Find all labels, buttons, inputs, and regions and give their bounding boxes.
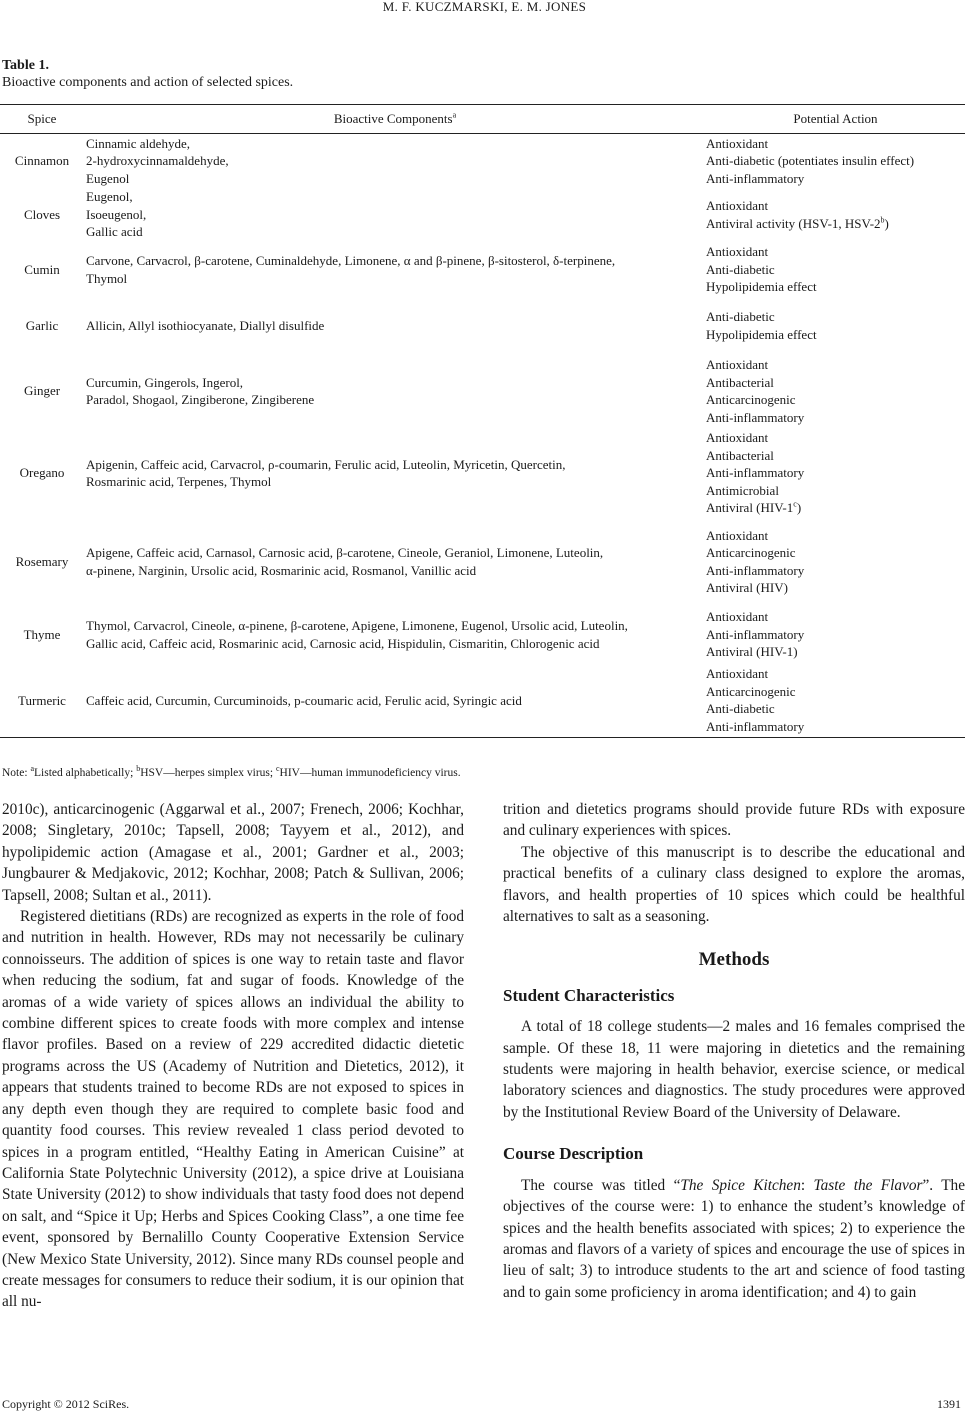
action-line [706,170,965,188]
note-c-text: HIV—human immunodeficiency virus. [279,767,461,779]
action-line [706,579,965,597]
left-paragraph-2: Registered dietitians (RDs) are recognized as experts in the role of food and nutrition in health. However, RDs may not necessarily be culinary connoisseurs. The addition of spices is one way to retain taste and flavor when reducing the sodium, fat and sugar of foods. Knowledge of the aromas of a wide variety of spices allows an individual the ability to combine different spices to create foods with more complex and intense flavor profiles. Based on a review of 229 accredited didactic dietetic programs across the US (Academy of Nutrition and Dietetics, 2012), it appears that students trained to become RDs are not exposed to spices in any depth even though they are required to complete basic food and quantity food courses. This review revealed 1 class period devoted to spices in a program entitled, “Healthy Eating in American Cuisine” at California State Polytechnic University (2012), a spice drive at Louisiana State University (2012) to show individuals that tasty food does not depend on salt, and “Spice it Up; Herbs and Spices Cooking Class”, a one time fee event, sponsored by Bernalillo County Cooperative Extension Service (New Mexico State University, 2012). Since many RDs counsel people and create messages for consumers to reduce their sodium, it is our opinion that all nu- [2,908,464,1311]
right-paragraph-2: The objective of this manuscript is to describe the educational and practical benefits of a culinary class designed to explore the aromas, flavors, and health properties of 10 spices which could be healthful alternatives to salt as a seasoning. [503,843,965,926]
table-row [0,518,965,606]
action-text: Anti-diabetic [706,701,775,717]
component-line: 2-hydroxycinnamaldehyde, [86,153,229,168]
action-text: Antiviral (HIV-1 [706,500,794,516]
action-text: Antibacterial [706,447,774,463]
table-note [2,766,461,780]
bioactive-components [84,429,706,518]
potential-action [706,606,965,664]
action-text: Antioxidant [706,198,769,213]
spice-table [0,104,965,738]
table-row [0,354,965,429]
component-line: Thymol [86,270,128,286]
table-header-row [0,105,965,134]
potential-action [706,429,965,518]
component-line: Gallic acid, Caffeic acid, Rosmarinic acid, Carnosic acid, Hispidulin, Cismaritin, Chlorogenic acid [86,635,600,651]
table-row [0,242,965,298]
action-text: Anticarcinogenic [706,683,796,699]
component-line: Gallic acid [86,224,143,240]
component-line: Thymol, Carvacrol, Cineole, α-pinene, β-carotene, Apigene, Limonene, Eugenol, Ursolic acid, Luteolin, [86,618,628,633]
action-text: Anti-diabetic [706,261,775,277]
action-line [706,409,965,427]
note-c-sup: c [275,764,280,774]
bioactive-components [84,188,706,242]
action-line [706,391,965,409]
component-line: Isoeugenol, [86,206,147,222]
action-line [706,482,965,500]
action-text: Antioxidant [706,135,769,151]
action-line [706,261,965,279]
right-paragraph-3: A total of 18 college students—2 males and 16 females comprised the sample. Of these 18, 11 were majoring in dietetics and the remaining students were majoring in health behavior, exercise science, or medical laboratory sciences and diagnostics. The study procedures were approved by the Institutional Review Board of the University of Delaware. [503,1018,965,1121]
action-text: Antibacterial [706,374,774,390]
potential-action [706,518,965,606]
course-description-heading: Course Description [503,1144,644,1164]
action-line [706,374,965,392]
course-title-part-1: The Spice Kitchen [680,1176,801,1194]
potential-action [706,188,965,242]
table-row [0,606,965,664]
action-line [706,356,965,374]
spice-name: Thyme [23,626,61,642]
action-line [706,643,965,661]
action-line [706,135,965,153]
action-text: Antiviral activity (HSV-1, HSV-2 [706,215,881,231]
left-column [2,799,464,1313]
table-label: Table 1. [2,58,49,73]
action-text: Antioxidant [706,609,769,625]
action-line [706,429,965,447]
table-row [0,298,965,354]
header-components [84,105,706,134]
note-a-sup: a [30,764,34,774]
table-row [0,664,965,738]
action-line [706,700,965,718]
action-text: Antiviral (HIV) [706,580,788,595]
bioactive-components [84,518,706,606]
action-line [706,326,965,344]
action-text: Anticarcinogenic [706,545,796,560]
right-paragraph-4 [503,1175,965,1303]
table-row [0,429,965,518]
right-column [503,799,965,1303]
action-text: Antimicrobial [706,482,779,498]
action-footnote-sup: b [880,215,885,225]
bioactive-components [84,606,706,664]
action-text: Antioxidant [706,527,769,543]
component-line: Paradol, Shogaol, Zingiberone, Zingiberene [86,392,315,407]
note-a-text: Listed alphabetically; [34,767,137,779]
left-paragraph-1: 2010c), anticarcinogenic (Aggarwal et al., 2007; Frenech, 2006; Kochhar, 2008; Singletary, 2010c; Tapsell, 2008; Tayyem et al., 2012), and hypolipidemic action (Amagase et al., 2001; Gardner et al., 2003; Jungbaurer & Medjakovic, 2012; Kochhar, 2008; Patch & Sullivan, 2006; Tapsell, 2008; Sultan et al., 2011). [2,801,464,904]
action-line [706,544,965,562]
component-line: Carvone, Carvacrol, β-carotene, Cuminaldehyde, Limonene, α and β-pinene, β-sitosterol, δ-terpinene, [86,253,616,268]
component-line: Eugenol [86,170,130,186]
action-text: Anticarcinogenic [706,392,796,407]
component-line: Curcumin, Gingerols, Ingerol, [86,374,244,390]
course-title-part-2: Taste the Flavor [813,1176,923,1194]
bioactive-components [84,664,706,738]
action-line [706,718,965,736]
footer-page-number: 1391 [937,1397,961,1411]
course-title-colon: : [800,1176,814,1194]
action-line [706,562,965,580]
action-text: Antioxidant [706,430,769,446]
action-text: Antioxidant [706,357,769,372]
table-title: Bioactive components and action of selected spices. [2,75,294,90]
header-components-sup: a [452,110,457,120]
action-tail: ) [796,500,802,516]
spice-name: Rosemary [15,553,69,569]
table-row [0,188,965,242]
action-line [706,665,965,683]
potential-action [706,354,965,429]
component-line: Allicin, Allyl isothiocyanate, Diallyl disulfide [86,317,325,333]
action-line [706,527,965,545]
action-line [706,464,965,482]
action-text: Anti-inflammatory [706,409,805,425]
component-line: Cinnamic aldehyde, [86,135,190,151]
action-text: Anti-inflammatory [706,626,805,642]
table-caption [2,57,293,91]
bioactive-components [84,242,706,298]
action-line [706,308,965,326]
action-line [706,197,965,215]
action-text: Anti-diabetic [706,309,775,324]
component-line: Rosmarinic acid, Terpenes, Thymol [86,474,272,489]
component-line: Apigenin, Caffeic acid, Carvacrol, ρ-coumarin, Ferulic acid, Luteolin, Myricetin, Quercetin, [86,456,566,472]
spice-name: Cloves [23,206,61,222]
bioactive-components [84,354,706,429]
spice-name: Garlic [25,317,59,333]
spice-name: Cumin [24,261,60,277]
action-text: Anti-inflammatory [706,718,805,734]
header-action: Potential Action [706,105,965,134]
action-line [706,152,965,170]
bioactive-components [84,298,706,354]
action-line [706,626,965,644]
header-spice: Spice [0,105,84,134]
action-line [706,499,965,517]
note-b-sup: b [136,764,141,774]
right-paragraph-1: trition and dietetics programs should provide future RDs with exposure and culinary experiences with spices. [503,801,965,840]
action-line [706,447,965,465]
action-line [706,278,965,296]
table-row [0,134,965,188]
action-text: Anti-inflammatory [706,170,805,186]
potential-action [706,242,965,298]
action-line [706,608,965,626]
action-text: Antioxidant [706,244,769,260]
bioactive-components [84,134,706,188]
action-text: Anti-inflammatory [706,465,805,481]
component-line: α-pinene, Narginin, Ursolic acid, Rosmarinic acid, Rosmanol, Vanillic acid [86,562,477,578]
action-line [706,215,965,233]
action-footnote-sup: c [793,499,797,509]
component-line: Apigene, Caffeic acid, Carnasol, Carnosic acid, β-carotene, Cineole, Geraniol, Limonene, Luteolin, [86,545,604,560]
action-text: Anti-inflammatory [706,562,805,578]
potential-action [706,134,965,188]
student-characteristics-heading: Student Characteristics [503,985,675,1005]
potential-action [706,664,965,738]
action-text: Hypolipidemia effect [706,279,817,295]
component-line: Eugenol, [86,189,133,205]
note-prefix: Note: [2,767,31,779]
footer-copyright: Copyright © 2012 SciRes. [2,1397,130,1411]
action-text: Antiviral (HIV-1) [706,644,798,660]
component-line: Caffeic acid, Curcumin, Curcuminoids, p-coumaric acid, Ferulic acid, Syringic acid [86,692,522,708]
spice-name: Oregano [19,465,65,481]
spice-name: Turmeric [0,664,84,738]
action-text: Anti-diabetic (potentiates insulin effect) [706,153,915,168]
action-text: Hypolipidemia effect [706,326,817,342]
action-line [706,683,965,701]
spice-name: Ginger [23,383,61,399]
action-line [706,243,965,261]
spice-name: Cinnamon [14,153,70,168]
course-text-b: ”. The objectives of the course were: 1) to enhance the student’s knowledge of spices and the health benefits associated with spices; 2) to experience the aromas and flavors of a variety of spices and encourage the use of spices in lieu of salt; 3) to introduce students to the art and science of food tasting and to gain some proficiency in aroma identification; and 4) to gain [503,1176,965,1301]
action-tail: ) [884,215,889,231]
running-header: M. F. KUCZMARSKI, E. M. JONES [382,0,587,14]
potential-action [706,298,965,354]
methods-heading: Methods [698,949,770,971]
note-b-text: HSV—herpes simplex virus; [140,767,276,779]
header-components-label: Bioactive Components [333,111,453,127]
action-text: Antioxidant [706,666,769,682]
course-text-a: The course was titled “ [521,1176,681,1194]
